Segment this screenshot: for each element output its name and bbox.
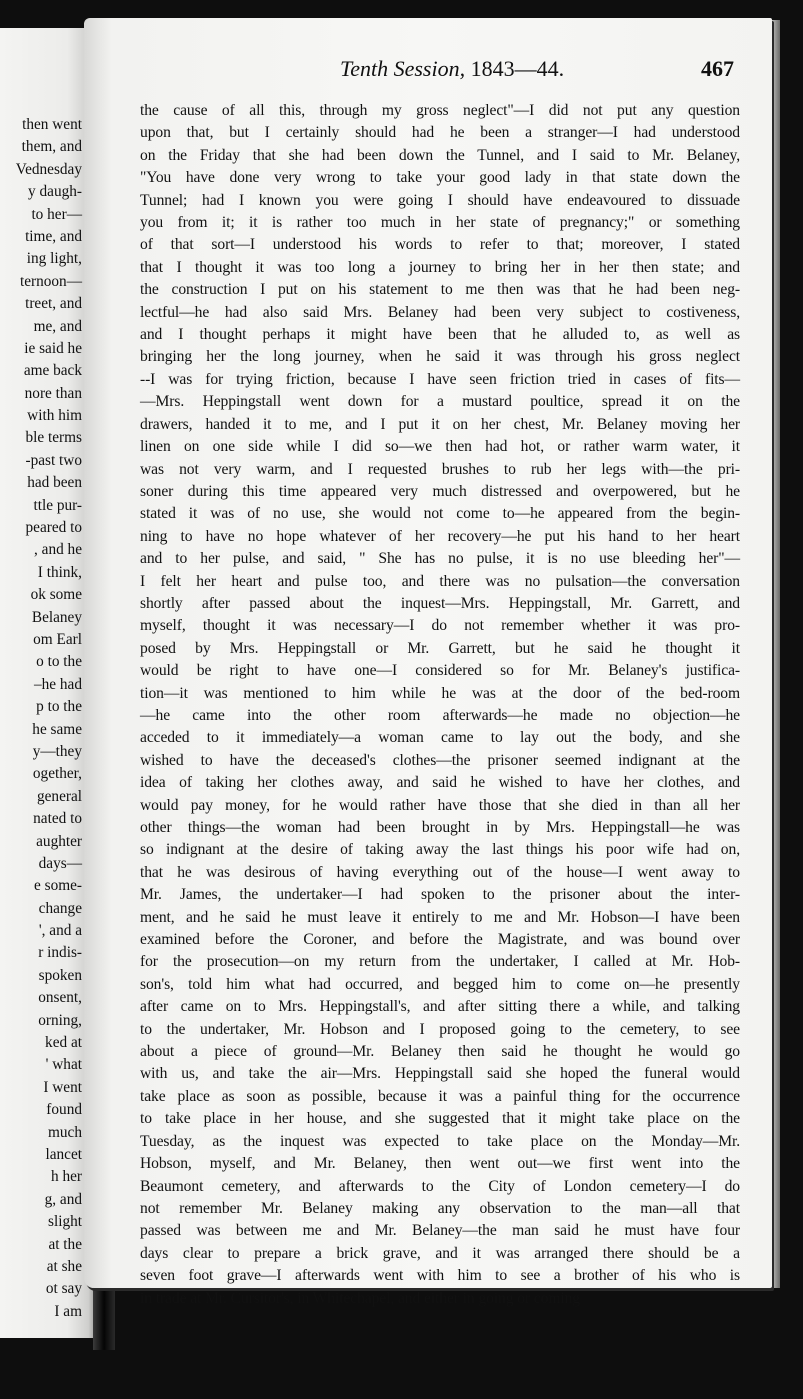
running-title	[340, 56, 564, 82]
facing-page-fragment: me, and	[33, 317, 82, 335]
text-line: of that sort—I understood his words to refer to that; moreover, I stated	[140, 236, 740, 254]
running-title-text: Tenth Session,	[340, 56, 466, 81]
facing-page-fragment: ok some	[30, 586, 82, 604]
facing-page-fragment: ble terms	[25, 429, 82, 447]
text-line: the construction I put on his statement to me then was that he had been neg-	[140, 281, 740, 299]
text-line: Mr. James, the undertaker—I had spoken to the prisoner about the inter-	[140, 886, 740, 904]
text-line: the cause of all this, through my gross neglect"—I did not put any question	[140, 102, 740, 119]
facing-page-fragment: time, and	[25, 227, 82, 245]
facing-page-fragment: I went	[43, 1078, 82, 1096]
facing-page-fragment: then went	[22, 116, 82, 133]
text-line: Tuesday, as the inquest was expected to take place on the Monday—Mr.	[140, 1132, 740, 1150]
text-line: tion—it was mentioned to him while he was at the door of the bed-room	[140, 684, 740, 702]
text-line: I felt her heart and pulse too, and there was no pulsation—the conversation	[140, 572, 740, 590]
facing-page-fragment: treet, and	[25, 295, 82, 313]
page-edge-shadow	[772, 20, 780, 1288]
text-line: seven foot grave—I afterwards went with him to see a brother of his who is	[140, 1267, 740, 1285]
facing-page-fragment: ttle pur-	[33, 496, 82, 514]
text-line: other things—the woman had been brought in by Mrs. Heppingstall—he was	[140, 819, 740, 836]
text-line: for the prosecution—on my return from the undertaker, I called at Mr. Hob-	[140, 953, 740, 971]
facing-page-fragment: y daugh-	[28, 183, 82, 201]
facing-page-fragment: lancet	[45, 1145, 82, 1163]
facing-page-fragment: spoken	[38, 966, 82, 984]
text-line: posed by Mrs. Heppingstall or Mr. Garrett, but he said he thought it	[140, 639, 740, 657]
facing-page-fragment: change	[38, 899, 82, 917]
text-line: Tunnel; had I known you were going I should have endeavoured to dissuade	[140, 191, 740, 209]
page-header	[340, 56, 740, 88]
text-line: ning to have no hope whatever of her recovery—he put his hand to her heart	[140, 527, 740, 545]
facing-page-fragment: at the	[48, 1235, 82, 1253]
facing-page-fragment: ot say	[45, 1280, 82, 1298]
text-line: bringing her the long journey, when he said it was through his gross neglect	[140, 348, 740, 366]
facing-page-edge	[0, 28, 96, 1338]
text-line: lectful—he had also said Mrs. Belaney had been very subject to costiveness,	[140, 303, 740, 321]
text-line: would pay money, for he would rather have those that she died in than all her	[140, 796, 740, 814]
text-line: to take place in her house, and she suggested that it might take place on the	[140, 1110, 740, 1128]
facing-page-fragment: general	[36, 787, 82, 805]
facing-page-fragment: nated to	[33, 810, 82, 828]
text-line: son's, told him what had occurred, and begged him to come on—he presently	[140, 975, 740, 993]
text-line: examined before the Coroner, and before the Magistrate, and was bound over	[140, 931, 740, 949]
text-line: soner during this time appeared very much distressed and overpowered, but he	[140, 482, 740, 500]
facing-page-fragment: ie said he	[24, 339, 82, 357]
text-line: would be right to have one—I considered so for Mr. Belaney's justifica-	[140, 662, 740, 680]
text-line: ment, and he said he must leave it entirely to me and Mr. Hobson—I have been	[140, 908, 740, 926]
text-line: linen on one side while I did so—we then had hot, or rather warm water, it	[140, 438, 740, 456]
text-line: and to her pulse, and said, " She has no pulse, it is no use bleeding her"—	[140, 550, 740, 568]
facing-page-fragment: y—they	[32, 742, 82, 760]
text-line: Beaumont cemetery, and afterwards to the City of London cemetery—I do	[140, 1177, 740, 1195]
text-line: —Mrs. Heppingstall went down for a mustard poultice, spread it on the	[140, 393, 740, 411]
text-line: idea of taking her clothes away, and said he wished to have her clothes, and	[140, 774, 740, 792]
facing-page-fragment: to her—	[31, 205, 82, 223]
text-line: drawers, handed it to me, and I put it on her chest, Mr. Belaney moving her	[140, 415, 740, 433]
facing-page-fragment: peared to	[25, 519, 82, 537]
text-line: that he was desirous of having everything out of the house—I went away to	[140, 863, 740, 881]
text-line: Hobson, myself, and Mr. Belaney, then went out—we first went into the	[140, 1155, 740, 1173]
text-line: passed was between me and Mr. Belaney—the man said he must have four	[140, 1222, 740, 1240]
text-line: on the Friday that she had been down the Tunnel, and I said to Mr. Belaney,	[140, 146, 740, 164]
facing-page-fragment: -past two	[25, 451, 82, 469]
facing-page-fragment: r indis-	[38, 944, 82, 962]
text-line: --I was for trying friction, because I have seen friction tried in cases of fits—	[140, 370, 740, 388]
facing-page-fragment: , and he	[34, 541, 82, 559]
facing-page-fragment: o to the	[36, 653, 82, 671]
text-line: you from it; it is rather too much in her state of pregnancy;" or something	[140, 214, 740, 232]
text-line: acceded to it immediately—a woman came to lay out the body, and she	[140, 729, 740, 747]
facing-page-fragment: slight	[48, 1213, 82, 1231]
text-line: take place as soon as possible, because it was a painful thing for the occurrence	[140, 1087, 740, 1105]
text-line: —he came into the other room afterwards—he made no objection—he	[140, 706, 740, 724]
text-line: "You have done very wrong to take your good lady in that state down the	[140, 169, 740, 187]
text-line: wished to have the deceased's clothes—the prisoner seemed indignant at the	[140, 751, 740, 769]
facing-page-fragment: g, and	[44, 1190, 82, 1208]
text-line: shortly after passed about the inquest—Mrs. Heppingstall, Mr. Garrett, and	[140, 594, 740, 612]
facing-page-fragment: with him	[27, 407, 82, 425]
text-line: days clear to prepare a brick grave, and it was arranged there should be a	[140, 1244, 740, 1262]
facing-page-fragment: Belaney	[31, 608, 82, 626]
facing-page-fragment: he same	[32, 720, 82, 738]
facing-page-fragment: aughter	[36, 832, 82, 850]
facing-page-fragment: I think,	[37, 563, 82, 581]
text-line: and I thought perhaps it might have been that he alluded to, as well as	[140, 326, 740, 344]
facing-page-fragment: I am	[54, 1302, 82, 1320]
text-line: stated it was of no use, she would not come to—he appeared from the begin-	[140, 505, 740, 523]
facing-page-fragment: them, and	[21, 138, 82, 156]
text-line: after came on to Mrs. Heppingstall's, and after sitting there a while, and talking	[140, 998, 740, 1016]
facing-page-fragment: ' what	[45, 1056, 82, 1074]
text-line: not remember Mr. Belaney making any observation to the man—all that	[140, 1199, 740, 1217]
text-line: to the undertaker, Mr. Hobson and I proposed going to the cemetery, to see	[140, 1020, 740, 1038]
facing-page-fragment: Vednesday	[15, 160, 82, 178]
facing-page-fragment: much	[48, 1123, 82, 1141]
text-line: was not very warm, and I requested brushes to rub her legs with—the pri-	[140, 460, 740, 478]
page-number: 467	[701, 56, 734, 81]
facing-page-fragment: orning,	[38, 1011, 82, 1029]
facing-page-fragment: had been	[27, 474, 82, 492]
facing-page-fragment: h her	[50, 1168, 82, 1186]
running-title-year: 1843—44.	[470, 56, 565, 81]
facing-page-fragment: days—	[38, 854, 82, 872]
facing-page-fragment: om Earl	[33, 630, 82, 648]
facing-page-fragment: ing light,	[26, 250, 82, 268]
text-line: upon that, but I certainly should had he been a stranger—I had understood	[140, 124, 740, 142]
facing-page-fragment: at she	[46, 1257, 82, 1275]
facing-page-fragment: e some-	[34, 877, 82, 895]
facing-page-fragment: ternoon—	[19, 272, 82, 290]
facing-page-fragment: found	[46, 1101, 82, 1119]
facing-page-fragment: ogether,	[32, 765, 82, 783]
facing-page-fragment: ', and a	[38, 922, 82, 940]
text-line: with us, and take the air—Mrs. Heppingstall said she hoped the funeral would	[140, 1065, 740, 1083]
text-line: so indignant at the desire of taking away the last things his poor wife had on,	[140, 841, 740, 859]
facing-page-fragment: –he had	[34, 675, 82, 693]
text-line: myself, thought it was necessary—I do not remember whether it was pro-	[140, 617, 740, 635]
text-line: about a piece of ground—Mr. Belaney then said he thought he would go	[140, 1043, 740, 1061]
text-line: in trade at Mr. Cursitor's, in Whitechapel, and either in going or coming	[140, 1289, 580, 1307]
facing-page-fragment: onsent,	[38, 989, 82, 1007]
facing-page-text-fragments	[16, 114, 82, 1323]
text-line: that I thought it was too long a journey to bring her in her then state; and	[140, 258, 740, 276]
facing-page-fragment: nore than	[24, 384, 82, 402]
facing-page-fragment: ked at	[45, 1034, 82, 1052]
facing-page-fragment: ame back	[23, 362, 82, 380]
facing-page-fragment: p to the	[36, 698, 82, 716]
body-text	[140, 100, 740, 1310]
